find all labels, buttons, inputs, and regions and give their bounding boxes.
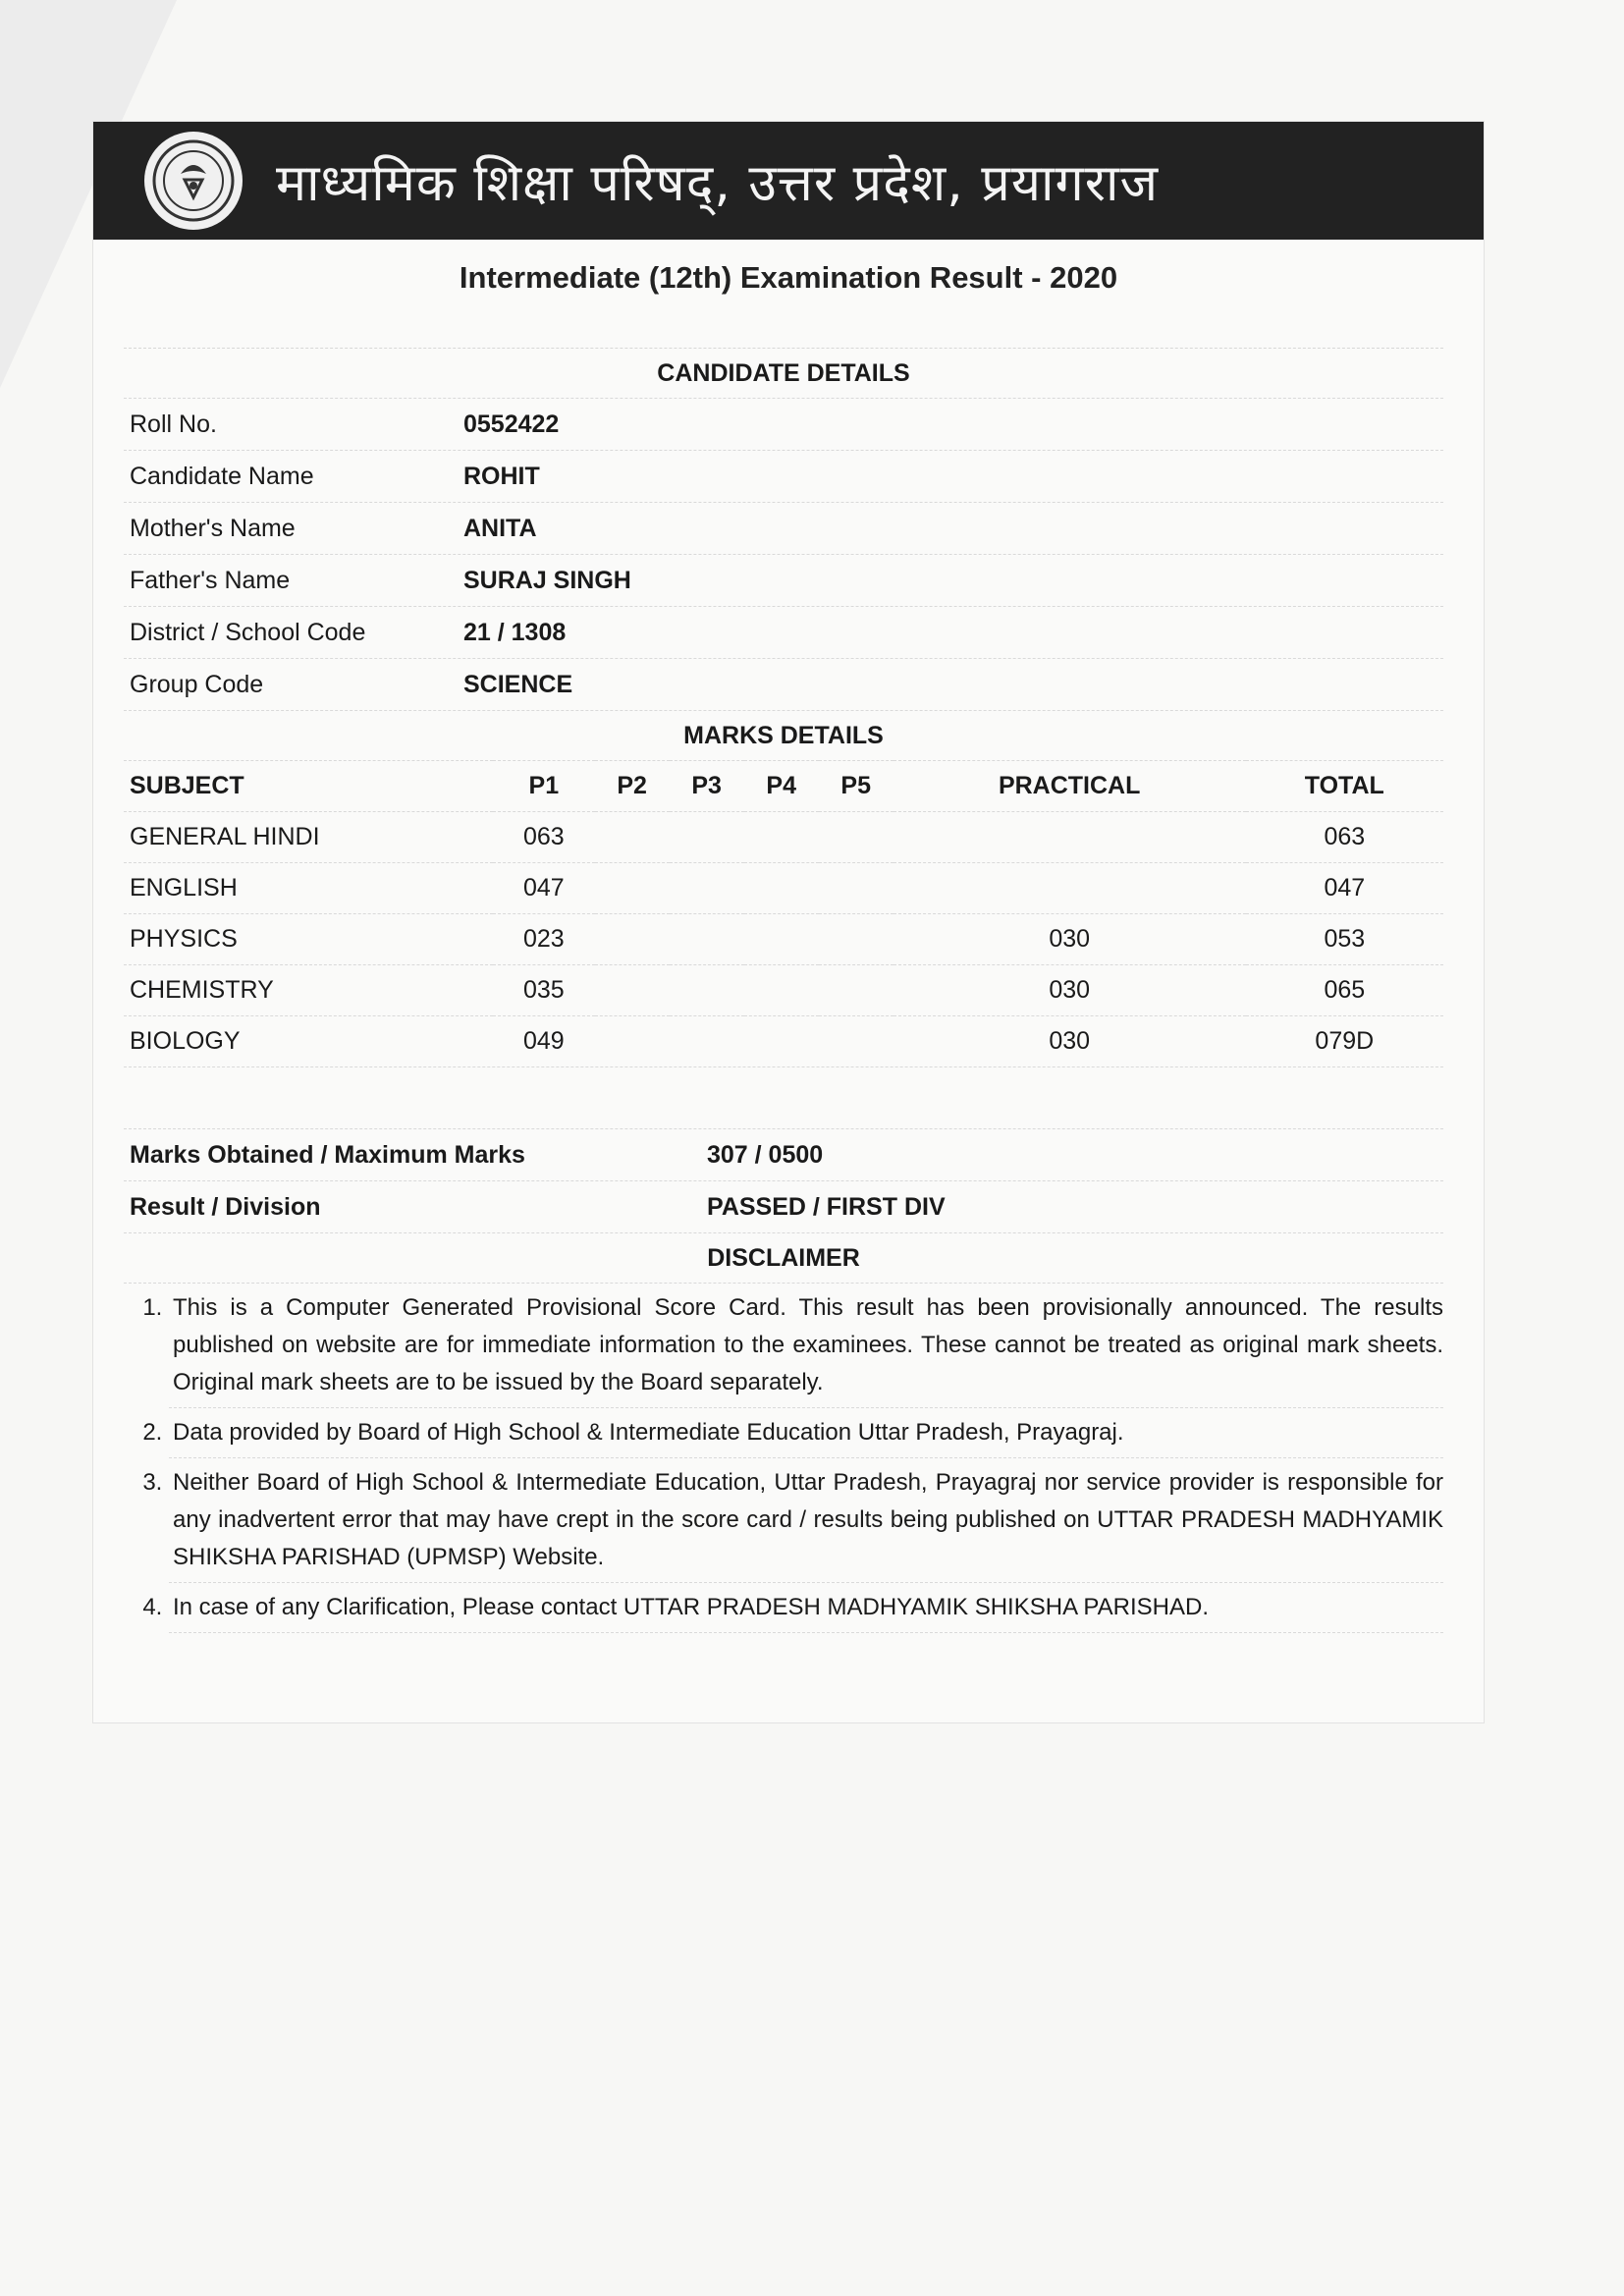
marks-section-title: MARKS DETAILS xyxy=(124,710,1443,760)
disclaimer-item: 3. Neither Board of High School & Intermediate Education, Uttar Pradesh, Prayagraj nor service provider is responsible for any inadvertent error that may have crept in the score card / results being published on UTTAR PRADESH MADHYAMIK SHIKSHA PARISHAD (UPMSP) Website. xyxy=(169,1458,1443,1583)
marks-cell xyxy=(744,914,819,965)
marks-cell: 035 xyxy=(493,965,595,1016)
candidate-field-value: 21 / 1308 xyxy=(463,618,567,646)
marks-cell xyxy=(595,965,670,1016)
candidate-field-label: Mother's Name xyxy=(130,514,296,542)
header-banner xyxy=(93,122,1484,240)
subject-name: PHYSICS xyxy=(124,914,493,965)
disclaimer-item: 2. Data provided by Board of High School & Intermediate Education Uttar Pradesh, Prayagraj. xyxy=(169,1408,1443,1458)
candidate-field-label: District / School Code xyxy=(130,618,366,646)
marks-cell xyxy=(744,812,819,863)
marks-column-header: P3 xyxy=(670,761,744,812)
marks-column-header: P5 xyxy=(819,761,893,812)
candidate-field-label: Group Code xyxy=(130,670,264,698)
marks-cell: 049 xyxy=(493,1016,595,1067)
marks-cell: 079D xyxy=(1246,1016,1443,1067)
marks-cell xyxy=(670,914,744,965)
candidate-field-label: Candidate Name xyxy=(130,462,314,490)
board-name: माध्यमिक शिक्षा परिषद्, उत्तर प्रदेश, प्रयागराज xyxy=(276,153,1160,213)
marks-cell: 030 xyxy=(893,914,1246,965)
marks-cell: 063 xyxy=(493,812,595,863)
marks-cell xyxy=(819,863,893,914)
candidate-field-row xyxy=(124,398,1443,450)
marks-obtained-row xyxy=(124,1128,1443,1180)
candidate-field-row xyxy=(124,450,1443,502)
marks-obtained-label: Marks Obtained / Maximum Marks xyxy=(130,1140,525,1169)
disclaimer-item: 4. In case of any Clarification, Please contact UTTAR PRADESH MADHYAMIK SHIKSHA PARISHAD. xyxy=(169,1583,1443,1633)
candidate-field-row xyxy=(124,606,1443,658)
candidate-details xyxy=(124,398,1443,710)
table-row xyxy=(124,914,1443,965)
marks-table xyxy=(124,760,1443,1066)
table-row xyxy=(124,863,1443,914)
blank-row xyxy=(124,1066,1443,1128)
marks-column-header: SUBJECT xyxy=(124,761,493,812)
marks-cell xyxy=(819,914,893,965)
marks-column-header: P2 xyxy=(595,761,670,812)
marks-cell: 047 xyxy=(493,863,595,914)
marks-obtained-value: 307 / 0500 xyxy=(707,1140,824,1169)
document-title: Intermediate (12th) Examination Result - 2020 xyxy=(459,260,1118,295)
marks-cell: 023 xyxy=(493,914,595,965)
marks-cell xyxy=(670,812,744,863)
table-row xyxy=(124,1016,1443,1067)
marks-cell: 030 xyxy=(893,965,1246,1016)
marks-cell xyxy=(670,965,744,1016)
subject-name: GENERAL HINDI xyxy=(124,812,493,863)
result-body xyxy=(124,348,1443,1633)
candidate-section-title: CANDIDATE DETAILS xyxy=(657,359,910,387)
marks-body xyxy=(124,812,1443,1067)
candidate-field-value: SCIENCE xyxy=(463,670,573,698)
marks-cell xyxy=(744,863,819,914)
result-division-row xyxy=(124,1180,1443,1232)
marks-cell xyxy=(595,812,670,863)
candidate-field-value: ROHIT xyxy=(463,462,540,490)
upmsp-seal-icon xyxy=(144,132,243,230)
marks-cell: 063 xyxy=(1246,812,1443,863)
marks-column-header: P1 xyxy=(493,761,595,812)
result-division-value: PASSED / FIRST DIV xyxy=(707,1192,946,1221)
disclaimer-list xyxy=(124,1284,1443,1633)
marks-cell xyxy=(819,1016,893,1067)
marks-cell xyxy=(744,965,819,1016)
candidate-field-row xyxy=(124,554,1443,606)
subject-name: BIOLOGY xyxy=(124,1016,493,1067)
result-division-label: Result / Division xyxy=(130,1192,321,1221)
marks-cell xyxy=(744,1016,819,1067)
marks-cell xyxy=(670,863,744,914)
table-row xyxy=(124,812,1443,863)
marks-cell xyxy=(595,863,670,914)
marks-cell xyxy=(595,914,670,965)
marks-column-header: P4 xyxy=(744,761,819,812)
marks-cell xyxy=(893,863,1246,914)
subject-name: CHEMISTRY xyxy=(124,965,493,1016)
candidate-field-label: Roll No. xyxy=(130,410,217,438)
marks-cell xyxy=(819,965,893,1016)
candidate-field-value: 0552422 xyxy=(463,410,560,438)
table-row xyxy=(124,965,1443,1016)
candidate-field-label: Father's Name xyxy=(130,566,291,594)
disclaimer-title: DISCLAIMER xyxy=(124,1232,1443,1284)
subject-name: ENGLISH xyxy=(124,863,493,914)
marks-cell xyxy=(670,1016,744,1067)
candidate-field-row xyxy=(124,658,1443,710)
candidate-field-value: ANITA xyxy=(463,514,537,542)
marks-cell xyxy=(819,812,893,863)
marks-column-header: PRACTICAL xyxy=(893,761,1246,812)
candidate-field-value: SURAJ SINGH xyxy=(463,566,631,594)
marks-header-row xyxy=(124,761,1443,812)
candidate-field-row xyxy=(124,502,1443,554)
marks-column-header: TOTAL xyxy=(1246,761,1443,812)
marks-cell: 047 xyxy=(1246,863,1443,914)
marks-cell: 053 xyxy=(1246,914,1443,965)
marks-cell: 065 xyxy=(1246,965,1443,1016)
marks-cell xyxy=(893,812,1246,863)
result-card xyxy=(92,121,1485,1723)
disclaimer-item: 1. This is a Computer Generated Provisional Score Card. This result has been provisionally announced. The results published on website are for immediate information to the examinees. These cannot be treated as original mark sheets. Original mark sheets are to be issued by the Board separately. xyxy=(169,1284,1443,1408)
marks-cell xyxy=(595,1016,670,1067)
marks-cell: 030 xyxy=(893,1016,1246,1067)
